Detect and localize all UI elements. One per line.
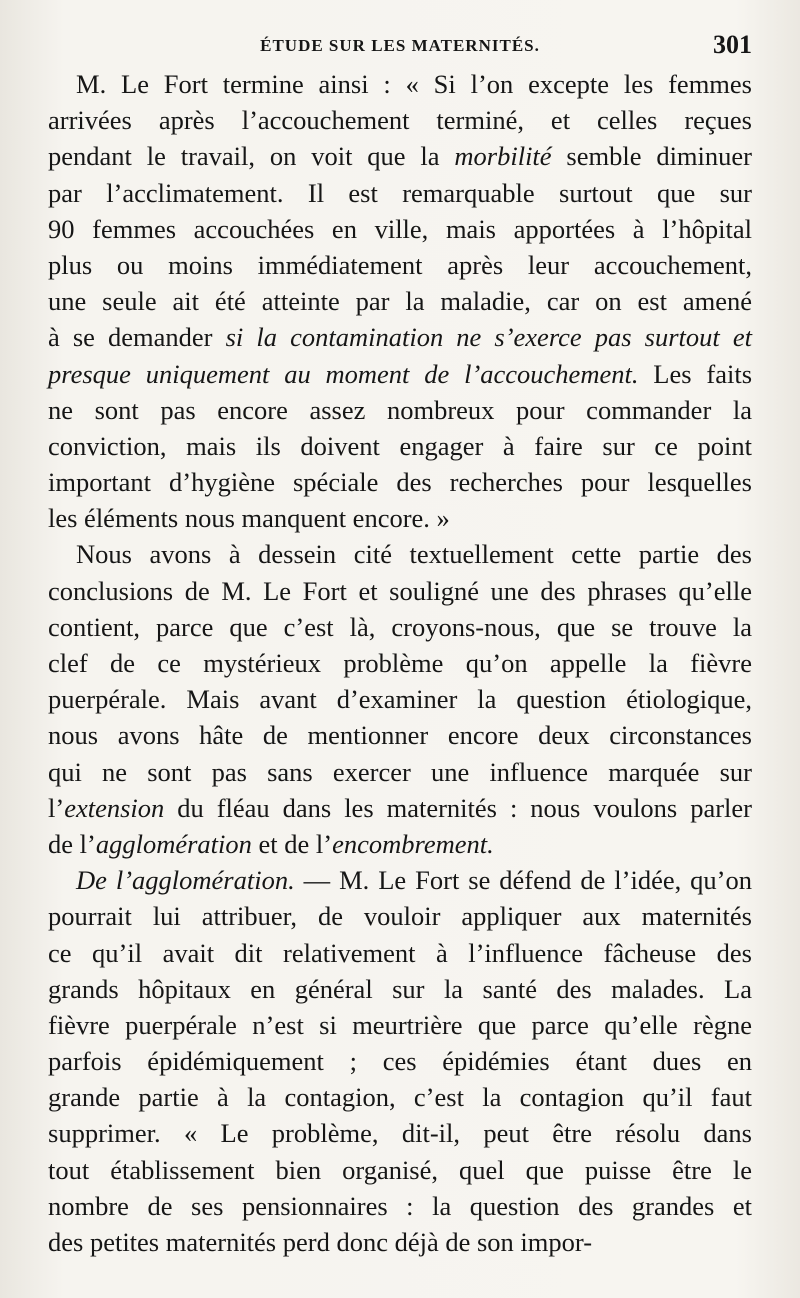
- text-run: ce qu’il avait dit relativement à l’influence fâcheuse des: [48, 937, 752, 968]
- text-line: [48, 283, 752, 319]
- text-run: Nous avons à dessein cité textuellement cette partie des: [76, 539, 752, 570]
- text-run: pourrait lui attribuer, de vouloir appliquer aux maternités: [48, 901, 752, 932]
- page-number: 301: [713, 30, 752, 59]
- text-line: [48, 102, 752, 138]
- text-run: plus ou moins immédiatement après leur accouchement,: [48, 249, 752, 280]
- text-run: nous avons hâte de mentionner encore deux circonstances: [48, 720, 752, 751]
- text-run: l’: [48, 792, 65, 823]
- text-run: de l’: [48, 828, 96, 859]
- text-run: arrivées après l’accouchement terminé, et celles reçues: [48, 105, 752, 136]
- text-line: [48, 464, 752, 500]
- italic-run: agglomération: [95, 828, 252, 859]
- text-line: [48, 573, 752, 609]
- text-line: [48, 717, 752, 753]
- text-line: [48, 1224, 752, 1260]
- paragraph: [48, 862, 752, 1260]
- text-run: semble diminuer: [551, 141, 752, 172]
- text-line: [48, 971, 752, 1007]
- text-line: [48, 392, 752, 428]
- text-line: [48, 609, 752, 645]
- text-run: fièvre puerpérale n’est si meurtrière que parce qu’elle règne: [48, 1009, 752, 1040]
- text-line: [48, 1007, 752, 1043]
- text-run: une seule ait été atteinte par la maladie, car on est amené: [48, 286, 752, 317]
- paragraph: [48, 66, 752, 536]
- text-run: contient, parce que c’est là, croyons-nous, que se trouve la: [48, 611, 752, 642]
- text-run: qui ne sont pas sans exercer une influence marquée sur: [48, 756, 752, 787]
- text-run: grande partie à la contagion, c’est la contagion qu’il faut: [48, 1082, 752, 1113]
- text-run: supprimer. « Le problème, dit-il, peut être résolu dans: [48, 1118, 752, 1149]
- text-line: [48, 1152, 752, 1188]
- italic-run: si la contamination ne s’exerce pas surtout et: [225, 322, 753, 353]
- text-run: important d’hygiène spéciale des recherches pour lesquelles: [48, 467, 752, 498]
- italic-run: extension: [64, 792, 165, 823]
- text-run: clef de ce mystérieux problème qu’on appelle la fièvre: [48, 648, 752, 678]
- text-line: [48, 247, 752, 283]
- italic-run: presque uniquement au moment de l’accouchement.: [48, 358, 639, 389]
- italic-run: De l’agglomération.: [76, 865, 295, 896]
- text-run: ne sont pas encore assez nombreux pour commander la: [48, 394, 752, 425]
- text-line: [48, 356, 752, 392]
- text-run: — M. Le Fort se défend de l’idée, qu’on: [294, 865, 752, 896]
- text-line: [48, 1043, 752, 1079]
- text-line: [48, 681, 752, 717]
- text-run: du fléau dans les maternités : nous voulons parler: [164, 792, 752, 823]
- text-line: [48, 211, 752, 247]
- text-run: nombre de ses pensionnaires : la question des grandes et: [48, 1190, 752, 1221]
- italic-run: morbilité: [454, 141, 552, 172]
- text-line: [48, 645, 752, 681]
- text-line: [48, 319, 752, 355]
- text-line: [48, 428, 752, 464]
- italic-run: encombrement.: [332, 828, 494, 859]
- text-run: par l’acclimatement. Il est remarquable surtout que sur: [48, 177, 752, 208]
- text-run: tout établissement bien organisé, quel que puisse être le: [48, 1154, 752, 1185]
- text-line: [48, 826, 752, 862]
- text-run: à se demander: [48, 322, 226, 353]
- text-line: [48, 66, 752, 102]
- text-run: pendant le travail, on voit que la: [48, 141, 455, 172]
- text-line: [48, 175, 752, 211]
- text-line: [48, 1188, 752, 1224]
- text-line: [48, 1115, 752, 1151]
- text-line: [48, 898, 752, 934]
- text-run: grands hôpitaux en général sur la santé des malades. La: [48, 973, 752, 1004]
- running-head: [48, 22, 752, 66]
- text-line: [48, 1079, 752, 1115]
- text-run: parfois épidémiquement ; ces épidémies étant dues en: [48, 1046, 752, 1077]
- text-line: [48, 536, 752, 572]
- text-line: [48, 754, 752, 790]
- text-line: [48, 500, 752, 536]
- text-run: des petites maternités perd donc déjà de son impor-: [48, 1227, 593, 1257]
- body-text: [48, 66, 752, 1260]
- text-run: et de l’: [251, 828, 333, 859]
- text-run: conviction, mais ils doivent engager à faire sur ce point: [48, 430, 752, 461]
- running-title: ÉTUDE SUR LES MATERNITÉS.: [260, 36, 540, 55]
- text-line: [48, 138, 752, 174]
- text-run: les éléments nous manquent encore. »: [48, 503, 450, 534]
- text-run: Les faits: [638, 358, 753, 389]
- paragraph: [48, 536, 752, 862]
- text-line: [48, 790, 752, 826]
- text-line: [48, 862, 752, 898]
- text-run: 90 femmes accouchées en ville, mais apportées à l’hôpital: [48, 213, 752, 244]
- text-run: puerpérale. Mais avant d’examiner la question étiologique,: [48, 684, 752, 715]
- text-line: [48, 935, 752, 971]
- text-run: M. Le Fort termine ainsi : « Si l’on excepte les femmes: [76, 69, 752, 99]
- text-run: conclusions de M. Le Fort et souligné une des phrases qu’elle: [48, 575, 752, 606]
